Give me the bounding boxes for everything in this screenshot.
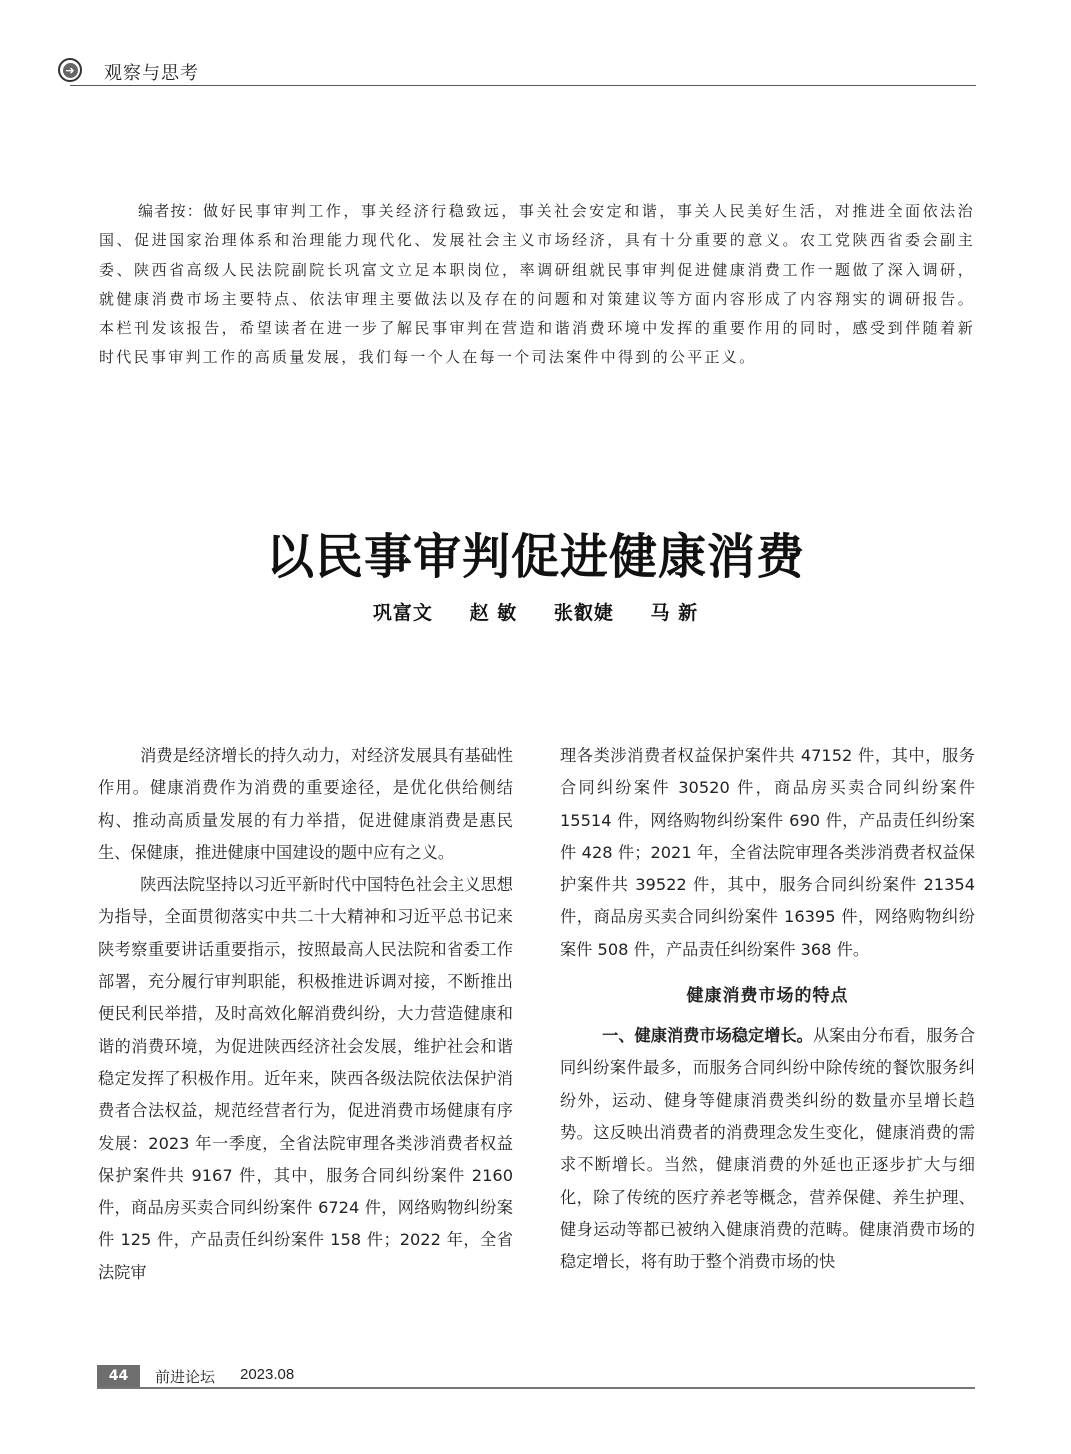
page-footer xyxy=(97,1365,975,1389)
page-header xyxy=(58,56,976,86)
paragraph-lead: 一、健康消费市场稳定增长。 xyxy=(602,1026,813,1046)
arrow-circle-right-icon xyxy=(58,58,82,82)
article-title: 以民事审判促进健康消费 xyxy=(265,529,805,585)
section-heading: 健康消费市场的特点 xyxy=(686,986,849,1007)
issue-date: 2023.08 xyxy=(240,1366,295,1383)
body-paragraph: 消费是经济增长的持久动力，对经济发展具有基础性作用。健康消费作为消费的重要途径，是优化供给侧结构、推动高质量发展的有力举措，促进健康消费是惠民生、保健康，推进健康中国建设的题中应有之义。 xyxy=(98,746,513,862)
header-divider xyxy=(70,85,976,86)
author-name: 马 新 xyxy=(650,602,699,624)
paragraph-text: 从案由分布看，服务合同纠纷案件最多，而服务合同纠纷中除传统的餐饮服务纠纷外，运动、健身等健康消费类纠纷的数量亦呈增长趋势。这反映出消费者的消费理念发生变化，健康消费的需求不断增长。当然，健康消费的外延也正逐步扩大与细化，除了传统的医疗养老等概念，营养保健、养生护理、健身运动等都已被纳入健康消费的范畴。健康消费市场的稳定增长，将有助于整个消费市场的快 xyxy=(560,1026,976,1272)
author-name: 赵 敏 xyxy=(469,602,518,624)
page-number: 44 xyxy=(97,1365,140,1387)
left-column xyxy=(98,740,513,1289)
arrow-glyph: ➜ xyxy=(63,63,78,78)
editor-note xyxy=(99,197,975,373)
body-paragraph xyxy=(560,1020,975,1278)
right-column xyxy=(560,740,975,1278)
body-paragraph: 陕西法院坚持以习近平新时代中国特色社会主义思想为指导，全面贯彻落实中共二十大精神和习近平总书记来陕考察重要讲话重要指示，按照最高人民法院和省委工作部署，充分履行审判职能，积极推进诉调对接，不断推出便民利民举措，及时高效化解消费纠纷，大力营造健康和谐的消费环境，为促进陕西经济社会发展，维护社会和谐稳定发挥了积极作用。近年来，陕西各级法院依法保护消费者合法权益，规范经营者行为，促进消费市场健康有序发展：2023 年一季度，全省法院审理各类涉消费者权益保护案件共 9167 件，其中，服务合同纠纷案件 2160 件，商品房买卖合同纠纷案件 6724 件，网络购物纠纷案件 125 件，产品责任纠纷案件 158 件；2022 年，全省法院审 xyxy=(98,875,513,1282)
footer-divider xyxy=(97,1387,975,1389)
author-list xyxy=(0,598,1071,625)
author-name: 张叡婕 xyxy=(553,602,614,624)
section-title: 观察与思考 xyxy=(104,63,199,84)
editor-note-text: 做好民事审判工作，事关经济行稳致远，事关社会安定和谐，事关人民美好生活，对推进全面依法治国、促进国家治理体系和治理能力现代化、发展社会主义市场经济，具有十分重要的意义。农工党陕西省委会副主委、陕西省高级人民法院副院长巩富文立足本职岗位，率调研组就民事审判促进健康消费工作一题做了深入调研，就健康消费市场主要特点、依法审理主要做法以及存在的问题和对策建议等方面内容形成了内容翔实的调研报告。本栏刊发该报告，希望读者在进一步了解民事审判在营造和谐消费环境中发挥的重要作用的同时，感受到伴随着新时代民事审判工作的高质量发展，我们每一个人在每一个司法案件中得到的公平正义。 xyxy=(99,202,975,367)
journal-name: 前进论坛 xyxy=(155,1368,216,1386)
author-name: 巩富文 xyxy=(372,602,433,624)
body-paragraph-continued: 理各类涉消费者权益保护案件共 47152 件，其中，服务合同纠纷案件 30520 件，商品房买卖合同纠纷案件 15514 件，网络购物纠纷案件 690 件，产品责任纠纷案件 428 件；2021 年，全省法院审理各类涉消费者权益保护案件共 39522 件，其中，服务合同纠纷案件 21354 件，商品房买卖合同纠纷案件 16395 件，网络购物纠纷案件 508 件，产品责任纠纷案件 368 件。 xyxy=(560,746,975,959)
editor-note-label: 编者按： xyxy=(138,202,204,220)
